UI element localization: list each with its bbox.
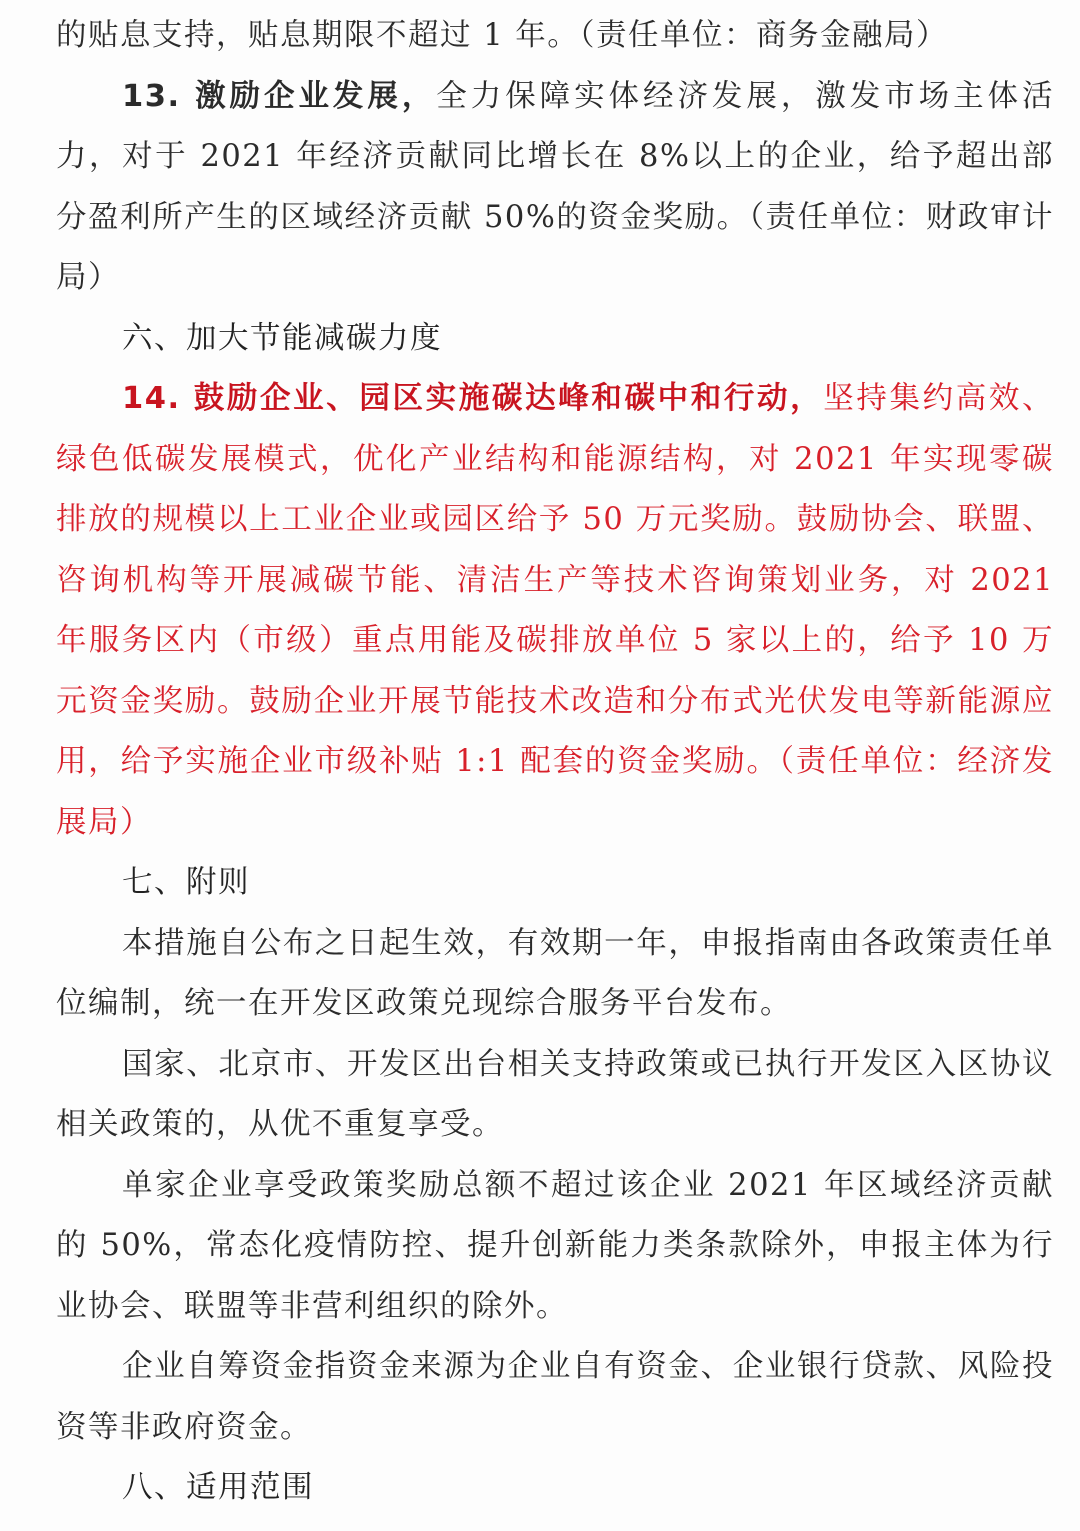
item-14-body: 坚持集约高效、绿色低碳发展模式，优化产业结构和能源结构，对 2021 年实现零碳排放的规模以上工业企业或园区给予 50 万元奖励。鼓励协会、联盟、咨询机构等开展减碳节能、清洁生产等技术咨询策划业务，对 2021 年服务区内（市级）重点用能及碳排放单位 5 家以上的，给予 10 万元资金奖励。鼓励企业开展节能技术改造和分布式光伏发电等新能源应用，给予实施企业市级补贴 1:1 配套的资金奖励。（责任单位：经济发展局） [56, 381, 1055, 840]
item-14-lead: 14. 鼓励企业、园区实施碳达峰和碳中和行动， [122, 381, 824, 416]
item-13-body: 全力保障实体经济发展，激发市场主体活力，对于 2021 年经济贡献同比增长在 8%以上的企业，给予超出部分盈利所产生的区域经济贡献 50%的资金奖励。（责任单位：财政审计局） [56, 78, 1054, 295]
paragraph-12-tail: 的贴息支持，贴息期限不超过 1 年。（责任单位：商务金融局） [56, 18, 949, 53]
section-7-heading: 七、附则 [122, 865, 250, 900]
appendix-paragraph-4: 企业自筹资金指资金来源为企业自有资金、企业银行贷款、风险投资等非政府资金。 [56, 1349, 1054, 1445]
appendix-paragraph-2: 国家、北京市、开发区出台相关支持政策或已执行开发区入区协议相关政策的，从优不重复享受。 [56, 1046, 1054, 1142]
appendix-paragraph-1: 本措施自公布之日起生效，有效期一年，申报指南由各政策责任单位编制，统一在开发区政策兑现综合服务平台发布。 [56, 925, 1054, 1021]
item-13-paragraph [56, 67, 1054, 309]
appendix-paragraph-3: 单家企业享受政策奖励总额不超过该企业 2021 年区域经济贡献的 50%，常态化疫情防控、提升创新能力类条款除外，申报主体为行业协会、联盟等非营利组织的除外。 [56, 1167, 1054, 1324]
section-8-heading: 八、适用范围 [122, 1470, 314, 1505]
section-6-heading: 六、加大节能减碳力度 [122, 320, 442, 356]
item-14-paragraph [56, 369, 1054, 853]
item-13-lead: 13. 激励企业发展， [122, 78, 437, 114]
